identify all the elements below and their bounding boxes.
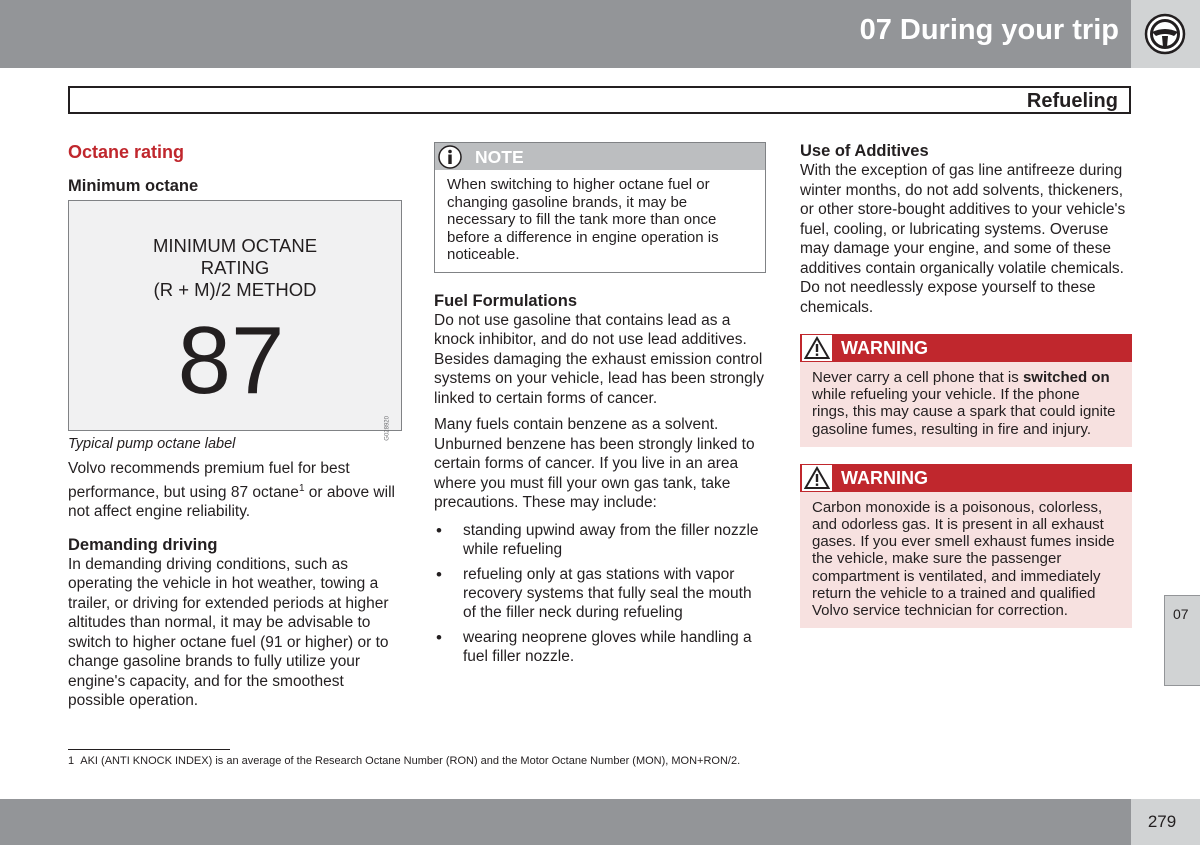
pump-label-text — [69, 235, 401, 301]
list-item: • refueling only at gas stations with vapor recovery systems that fully seal the mouth of the filler neck during refueling — [434, 565, 766, 622]
image-caption: Typical pump octane label — [68, 436, 236, 452]
pump-label-octane-value: 87 — [177, 307, 285, 414]
pump-label-line2: RATING — [200, 257, 270, 278]
footnote — [68, 755, 740, 767]
fuel-formulations-paragraph: Do not use gasoline that contains lead as a knock inhibitor, and do not use lead additives. Besides damaging the exhaust emission control systems on your vehicle, lead has been strongly linked to certain forms of cancer. — [434, 311, 764, 407]
note-header — [435, 143, 765, 170]
warning-title: WARNING — [841, 467, 928, 488]
image-code: G028920 — [385, 416, 391, 441]
warning-box-carbon-monoxide — [800, 464, 1132, 628]
list-item: • standing upwind away from the filler nozzle while refueling — [434, 521, 766, 559]
pump-label-line3: (R + M)/2 METHOD — [153, 279, 317, 300]
premium-fuel-paragraph: Volvo recommends premium fuel for best performance, but using 87 octane$^1$ or above will not affect engine reliability. — [68, 460, 395, 521]
precautions-list — [434, 521, 766, 666]
pump-octane-label-image — [68, 200, 402, 441]
warning-title: WARNING — [841, 338, 928, 358]
warning-header — [800, 334, 1132, 362]
additives-paragraph: With the exception of gas line antifreeze during winter months, do not add solvents, thickeners, or other store-bought additives to your vehicle's fuel, cooling, or lubricating systems. Overuse may damage your engine, and some of these additives contain organically volatile chemicals. Do not needlessly expose yourself to these chemicals. — [800, 162, 1126, 316]
section-header — [68, 86, 1131, 114]
minimum-octane-heading: Minimum octane — [68, 177, 199, 195]
warning-box-cell-phone — [800, 334, 1132, 447]
column-left — [68, 140, 402, 711]
page-number-box — [1131, 799, 1200, 845]
footer-bar — [0, 799, 1131, 845]
footnote-divider — [68, 749, 230, 750]
demanding-driving-heading: Demanding driving — [68, 535, 218, 554]
footnote-marker: 1 — [68, 755, 75, 767]
page-number: 279 — [1147, 812, 1177, 831]
column-right — [800, 140, 1132, 628]
chapter-icon-box — [1131, 0, 1200, 68]
footnote-reference: 1 — [298, 482, 305, 494]
fuel-formulations-heading: Fuel Formulations — [434, 291, 578, 310]
footnote-text: AKI (ANTI KNOCK INDEX) is an average of the Research Octane Number (RON) and the Motor Octane Number (MON), MON+RON/2. — [80, 755, 741, 767]
section-title: Refueling — [1026, 90, 1118, 112]
warning-text: Carbon monoxide is a poisonous, colorless, and odorless gas. It is present in all exhaust gases. If you ever smell exhaust fumes inside the vehicle, make sure the passenger compartment is ventilated, and immediately return the vehicle to a trained and qualified Volvo service technician for correction. — [812, 498, 1115, 620]
warning-triangle-icon — [804, 336, 830, 360]
chapter-title: 07 During your trip — [859, 14, 1119, 46]
info-icon — [438, 145, 462, 169]
use-of-additives-heading: Use of Additives — [800, 142, 929, 160]
list-item: • wearing neoprene gloves while handling a fuel filler nozzle. — [434, 628, 766, 666]
column-middle — [434, 142, 766, 672]
note-box — [434, 142, 766, 273]
warning-header — [800, 464, 1132, 492]
benzene-paragraph: Many fuels contain benzene as a solvent. Unburned benzene has been strongly linked to certain forms of cancer. If you live in an area where you must fill your own gas tank, take precautions. These may include: — [434, 416, 755, 511]
warning-text: Never carry a cell phone that is switched on while refueling your vehicle. If the phone rings, this may cause a spark that could ignite gasoline fumes, resulting in fire and injury. — [812, 369, 1116, 438]
demanding-driving-paragraph: In demanding driving conditions, such as operating the vehicle in hot weather, towing a trailer, or driving for extended periods at higher altitudes than normal, it may be advisable to switch to higher octane fuel (91 or higher) or to change gasoline brands to fully utilize your engine's capacity, and for the smoothest possible operation. — [68, 555, 389, 710]
chapter-side-tab — [1164, 595, 1200, 686]
note-title: NOTE — [475, 147, 524, 167]
steering-wheel-icon — [1144, 13, 1186, 55]
octane-rating-heading: Octane rating — [68, 142, 185, 162]
chapter-header-bar — [0, 0, 1131, 68]
pump-label-line1: MINIMUM OCTANE — [152, 235, 318, 256]
side-tab-label: 07 — [1173, 606, 1189, 622]
warning-triangle-icon — [804, 466, 830, 490]
note-text: When switching to higher octane fuel or changing gasoline brands, it may be necessary to fill the tank more than once before a difference in engine operation is noticeable. — [447, 176, 719, 263]
